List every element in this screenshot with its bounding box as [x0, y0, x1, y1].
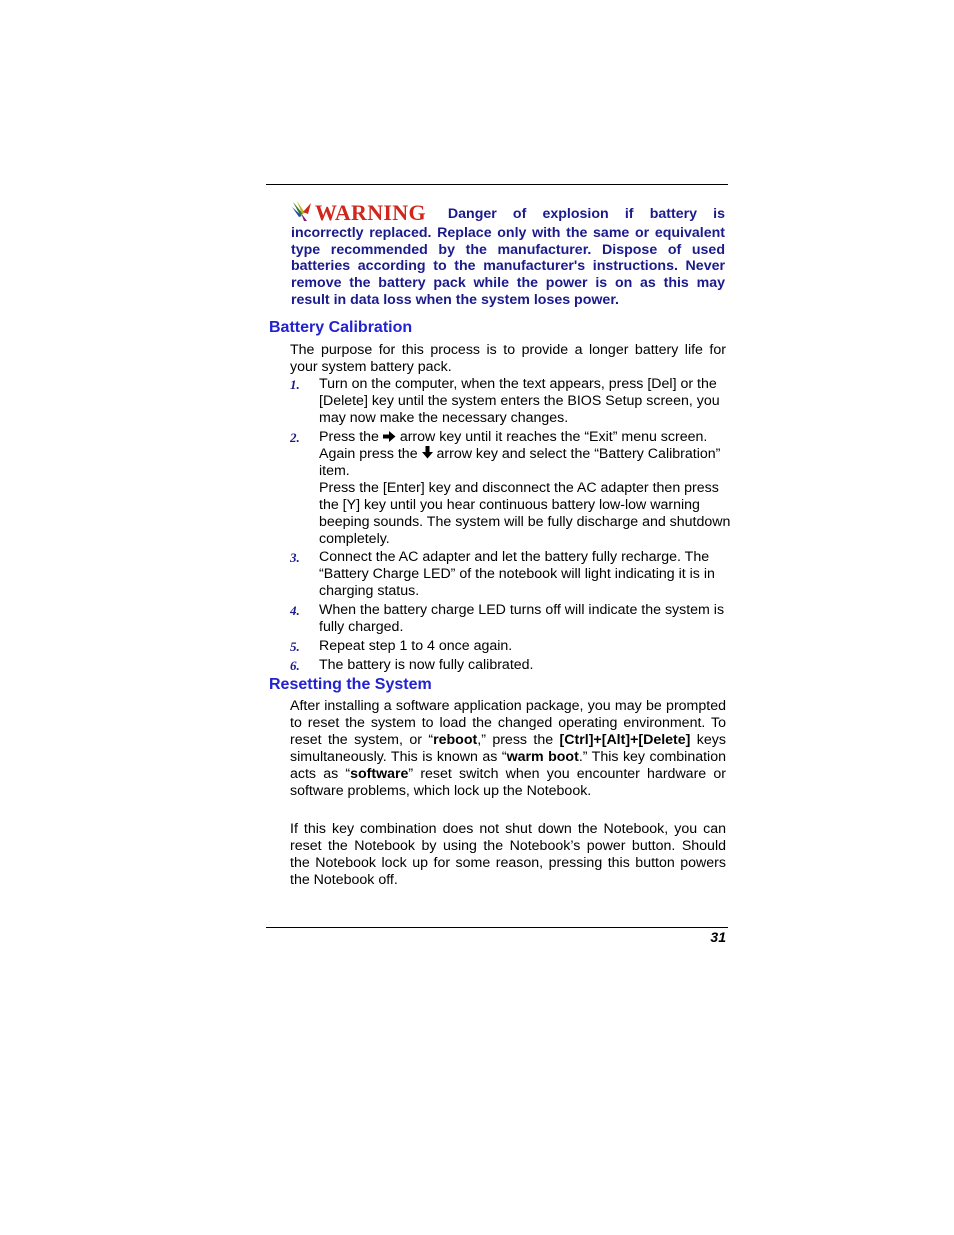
step-text-continued: Press the [Enter] key and disconnect the AC adapter then press the [Y] key until you hear continuous battery low-low warning beeping sounds. The system will be fully discharge and shutdown completely. — [319, 480, 731, 547]
step-number: 2. — [290, 430, 300, 445]
step-number: 3. — [290, 550, 300, 565]
warning-icon — [291, 200, 313, 222]
step-number: 5. — [290, 639, 300, 654]
text-run: ,” press the — [477, 732, 560, 748]
resetting-paragraph-2: If this key combination does not shut down the Notebook, you can reset the Notebook by using the Notebook’s power button. Should the Notebook lock up for some reason, pressing this button powers the Notebook off. — [290, 821, 726, 888]
battery-calibration-intro: The purpose for this process is to provide a longer battery life for your system battery pack. — [290, 342, 726, 375]
bold-run: software — [350, 766, 409, 782]
list-item — [290, 376, 732, 427]
step-text: Press the — [319, 429, 383, 445]
warning-box — [291, 200, 725, 309]
text-run: keys simultaneously. This is known as “ — [290, 732, 726, 765]
step-text: Repeat step 1 to 4 once again. — [319, 638, 513, 654]
list-item — [290, 657, 732, 674]
step-text: When the battery charge LED turns off will indicate the system is fully charged. — [319, 602, 725, 635]
bold-run: warm boot — [506, 749, 579, 765]
warning-label: WARNING — [315, 200, 426, 225]
step-text: Connect the AC adapter and let the battery fully recharge. The “Battery Charge LED” of the notebook will light indicating it is in charging status. — [319, 549, 715, 599]
warning-logo — [291, 200, 426, 225]
step-text: Turn on the computer, when the text appears, press [Del] or the [Delete] key until the system enters the BIOS Setup screen, you may now make the necessary changes. — [319, 376, 720, 426]
resetting-system-heading: Resetting the System — [269, 676, 432, 693]
step-number: 4. — [290, 603, 300, 618]
list-item — [290, 429, 732, 548]
step-text: arrow key and select the “Battery Calibration” item. — [319, 446, 721, 479]
bold-run: [Ctrl]+[Alt]+[Delete] — [559, 732, 691, 748]
warning-text: Danger of explosion if battery is incorrectly replaced. Replace only with the same or equivalent type recommended by the manufacturer. Dispose of used batteries according to the manufacturer's instructions. Never remove the battery pack while the power is on as this may result in data loss when the system loses power. — [291, 206, 725, 308]
header-rule — [266, 184, 728, 185]
right-arrow-icon — [383, 431, 396, 442]
page-number: 31 — [710, 929, 726, 945]
resetting-paragraph-1 — [290, 698, 726, 800]
calibration-steps-list — [290, 376, 732, 674]
list-item — [290, 638, 732, 655]
step-text: The battery is now fully calibrated. — [319, 657, 534, 673]
text-run: After installing a software application package, you may be prompted to reset the system to load the changed operating environment. To reset the system, or “ — [290, 698, 726, 748]
footer-rule — [266, 927, 728, 928]
text-run: .” This key combination acts as “ — [290, 749, 726, 782]
list-item — [290, 602, 732, 636]
step-number: 1. — [290, 377, 300, 392]
battery-calibration-heading: Battery Calibration — [269, 319, 413, 336]
step-text: arrow key until it reaches the “Exit” menu screen. Again press the — [319, 429, 708, 462]
list-item — [290, 549, 732, 600]
down-arrow-icon — [422, 446, 433, 459]
step-number: 6. — [290, 658, 300, 673]
text-run: ” reset switch when you encounter hardware or software problems, which lock up the Notebook. — [290, 766, 726, 799]
bold-run: reboot — [433, 732, 478, 748]
